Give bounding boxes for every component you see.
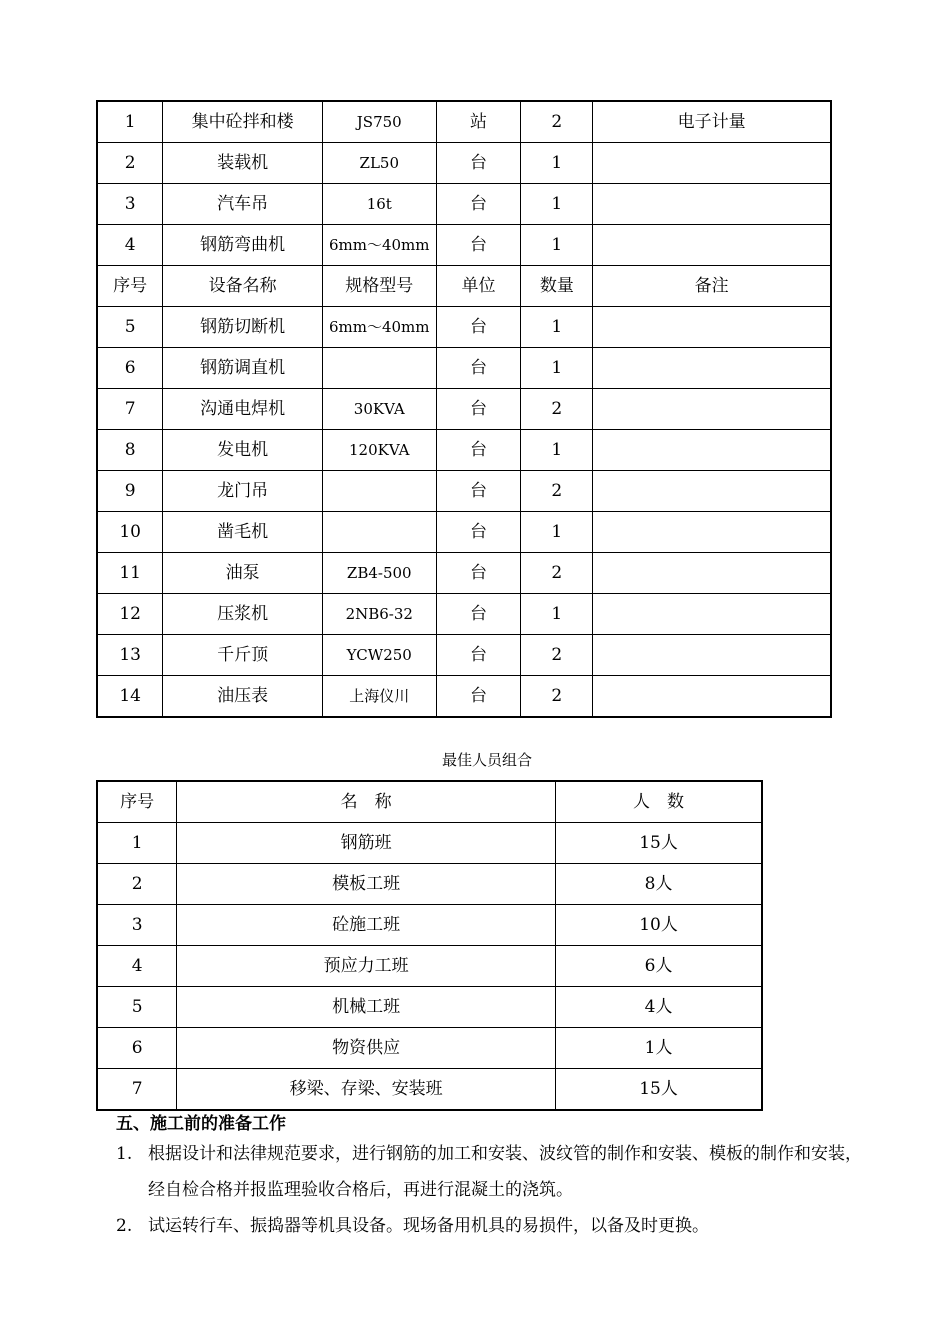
cell-count: 15人: [556, 823, 762, 864]
cell-qty: 2: [521, 389, 593, 430]
cell-name: 龙门吊: [163, 471, 323, 512]
cell-unit: 台: [436, 389, 521, 430]
cell-name: 凿毛机: [163, 512, 323, 553]
cell-spec: 6mm～40mm: [322, 307, 436, 348]
cell-name: 模板工班: [177, 864, 556, 905]
cell-no: 3: [97, 184, 163, 225]
cell-qty: 1: [521, 512, 593, 553]
cell-name: 千斤顶: [163, 635, 323, 676]
header-qty: 数量: [521, 266, 593, 307]
cell-note: 电子计量: [593, 101, 831, 143]
cell-unit: 台: [436, 635, 521, 676]
table-row: [97, 512, 831, 553]
section-title: 五、施工前的准备工作: [116, 1114, 286, 1134]
header-no: 序号: [97, 781, 177, 823]
cell-note: [593, 143, 831, 184]
table-header-row: [97, 781, 762, 823]
cell-spec: 120KVA: [322, 430, 436, 471]
cell-no: 12: [97, 594, 163, 635]
list-number: 2.: [116, 1216, 133, 1236]
table-row: [97, 389, 831, 430]
table-row: [97, 987, 762, 1028]
cell-no: 4: [97, 946, 177, 987]
cell-note: [593, 512, 831, 553]
cell-qty: 1: [521, 348, 593, 389]
cell-unit: 台: [436, 471, 521, 512]
cell-count: 1人: [556, 1028, 762, 1069]
cell-count: 6人: [556, 946, 762, 987]
cell-qty: 1: [521, 430, 593, 471]
cell-no: 3: [97, 905, 177, 946]
cell-unit: 站: [436, 101, 521, 143]
cell-unit: 台: [436, 430, 521, 471]
crew-table-caption: 最佳人员组合: [441, 751, 532, 769]
cell-qty: 1: [521, 307, 593, 348]
table-row: [97, 348, 831, 389]
header-name: 设备名称: [163, 266, 323, 307]
cell-no: 11: [97, 553, 163, 594]
cell-qty: 2: [521, 471, 593, 512]
cell-spec: [322, 512, 436, 553]
cell-unit: 台: [436, 676, 521, 718]
table-row: [97, 946, 762, 987]
cell-count: 8人: [556, 864, 762, 905]
cell-no: 1: [97, 823, 177, 864]
table-row: [97, 1028, 762, 1069]
cell-no: 6: [97, 348, 163, 389]
cell-count: 10人: [556, 905, 762, 946]
header-name: 名 称: [177, 781, 556, 823]
cell-unit: 台: [436, 594, 521, 635]
cell-note: [593, 225, 831, 266]
cell-qty: 1: [521, 143, 593, 184]
equipment-rows-bottom: [97, 307, 831, 718]
cell-count: 4人: [556, 987, 762, 1028]
cell-note: [593, 635, 831, 676]
cell-note: [593, 553, 831, 594]
cell-no: 9: [97, 471, 163, 512]
cell-note: [593, 348, 831, 389]
table-row: [97, 864, 762, 905]
cell-spec: 2NB6-32: [322, 594, 436, 635]
cell-no: 1: [97, 101, 163, 143]
cell-note: [593, 389, 831, 430]
cell-unit: 台: [436, 225, 521, 266]
cell-note: [593, 184, 831, 225]
table-row: [97, 101, 831, 143]
cell-spec: 上海仪川: [322, 676, 436, 718]
crew-table: [96, 780, 763, 1111]
table-row: [97, 471, 831, 512]
cell-spec: 30KVA: [322, 389, 436, 430]
cell-name: 钢筋弯曲机: [163, 225, 323, 266]
cell-spec: JS750: [322, 101, 436, 143]
cell-name: 机械工班: [177, 987, 556, 1028]
header-unit: 单位: [436, 266, 521, 307]
header-count: 人 数: [556, 781, 762, 823]
cell-name: 油泵: [163, 553, 323, 594]
cell-name: 发电机: [163, 430, 323, 471]
cell-spec: [322, 471, 436, 512]
header-note: 备注: [593, 266, 831, 307]
cell-qty: 2: [521, 553, 593, 594]
cell-no: 14: [97, 676, 163, 718]
cell-name: 油压表: [163, 676, 323, 718]
crew-rows: [97, 781, 762, 1110]
list-item: [116, 1136, 864, 1208]
equipment-table: [96, 100, 832, 718]
cell-name: 装载机: [163, 143, 323, 184]
cell-no: 2: [97, 143, 163, 184]
table-row: [97, 1069, 762, 1111]
header-no: 序号: [97, 266, 163, 307]
cell-spec: 6mm～40mm: [322, 225, 436, 266]
table-row: [97, 676, 831, 718]
cell-unit: 台: [436, 307, 521, 348]
cell-no: 7: [97, 1069, 177, 1111]
cell-qty: 2: [521, 101, 593, 143]
table-row: [97, 635, 831, 676]
cell-no: 5: [97, 987, 177, 1028]
cell-no: 2: [97, 864, 177, 905]
cell-note: [593, 430, 831, 471]
equipment-header: [97, 266, 831, 307]
list-text: 根据设计和法律规范要求，进行钢筋的加工和安装、波纹管的制作和安装、模板的制作和安装，经自检合格并报监理验收合格后，再进行混凝土的浇筑。: [148, 1144, 862, 1200]
cell-no: 8: [97, 430, 163, 471]
cell-note: [593, 471, 831, 512]
cell-spec: YCW250: [322, 635, 436, 676]
cell-spec: 16t: [322, 184, 436, 225]
cell-count: 15人: [556, 1069, 762, 1111]
table-row: [97, 225, 831, 266]
cell-qty: 2: [521, 676, 593, 718]
cell-qty: 1: [521, 184, 593, 225]
table-row: [97, 594, 831, 635]
cell-spec: ZL50: [322, 143, 436, 184]
cell-qty: 1: [521, 594, 593, 635]
list-number: 1.: [116, 1144, 133, 1164]
table-row: [97, 823, 762, 864]
cell-unit: 台: [436, 512, 521, 553]
table-row: [97, 184, 831, 225]
cell-name: 砼施工班: [177, 905, 556, 946]
cell-spec: [322, 348, 436, 389]
cell-name: 沟通电焊机: [163, 389, 323, 430]
table-row: [97, 553, 831, 594]
cell-name: 移梁、存梁、安装班: [177, 1069, 556, 1111]
cell-name: 汽车吊: [163, 184, 323, 225]
cell-name: 钢筋切断机: [163, 307, 323, 348]
cell-qty: 2: [521, 635, 593, 676]
cell-qty: 1: [521, 225, 593, 266]
table-row: [97, 430, 831, 471]
cell-name: 钢筋班: [177, 823, 556, 864]
cell-no: 4: [97, 225, 163, 266]
list-item: [116, 1208, 864, 1244]
cell-unit: 台: [436, 143, 521, 184]
cell-no: 13: [97, 635, 163, 676]
cell-note: [593, 307, 831, 348]
table-row: [97, 307, 831, 348]
equipment-rows-top: [97, 101, 831, 266]
table-row: [97, 905, 762, 946]
list-text: 试运转行车、振捣器等机具设备。现场备用机具的易损件，以备及时更换。: [148, 1216, 709, 1236]
cell-no: 7: [97, 389, 163, 430]
cell-unit: 台: [436, 348, 521, 389]
cell-unit: 台: [436, 184, 521, 225]
cell-no: 10: [97, 512, 163, 553]
header-spec: 规格型号: [322, 266, 436, 307]
table-row: [97, 143, 831, 184]
cell-name: 预应力工班: [177, 946, 556, 987]
cell-name: 集中砼拌和楼: [163, 101, 323, 143]
cell-name: 物资供应: [177, 1028, 556, 1069]
table-header-row: [97, 266, 831, 307]
cell-no: 6: [97, 1028, 177, 1069]
cell-name: 压浆机: [163, 594, 323, 635]
cell-no: 5: [97, 307, 163, 348]
cell-unit: 台: [436, 553, 521, 594]
cell-note: [593, 676, 831, 718]
cell-note: [593, 594, 831, 635]
cell-name: 钢筋调直机: [163, 348, 323, 389]
cell-spec: ZB4-500: [322, 553, 436, 594]
